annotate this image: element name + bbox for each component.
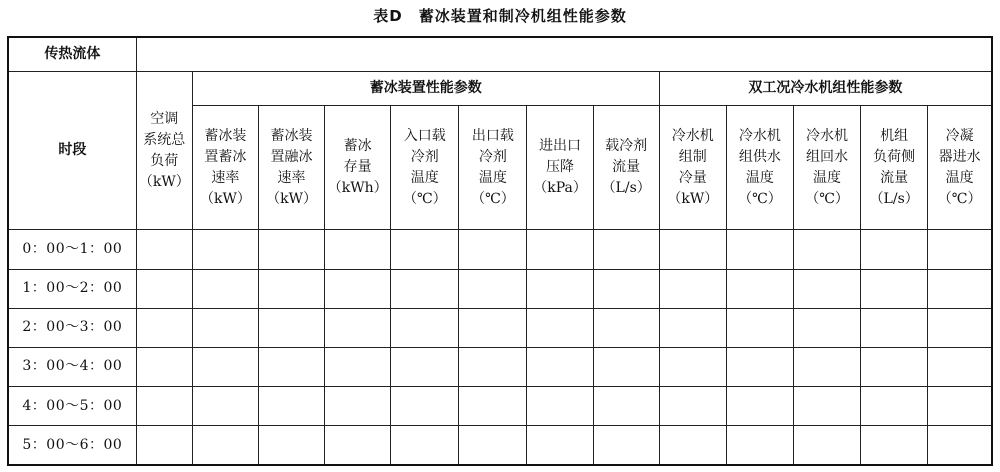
value-cell [391,426,459,465]
value-cell [258,269,324,308]
value-cell [527,347,593,386]
value-cell [527,230,593,269]
value-cell [459,230,527,269]
chiller-group-header: 双工况冷水机组性能参数 [659,71,992,105]
value-cell [861,269,928,308]
value-cell [861,230,928,269]
ice-col-header: 蓄冰装 置融冰 速率 （kW） [258,105,324,230]
table-row [8,230,992,269]
value-cell [659,308,726,347]
chiller-col-header: 冷水机 组制 冷量 （kW） [659,105,726,230]
time-period-cell: 0：00～1：00 [8,230,136,269]
value-cell [192,426,258,465]
total-load-header: 空调 系统总 负荷 （kW） [136,71,192,230]
value-cell [659,269,726,308]
value-cell [459,387,527,426]
value-cell [258,426,324,465]
value-cell [391,269,459,308]
performance-parameter-table [7,36,993,466]
value-cell [325,230,391,269]
value-cell [593,347,659,386]
value-cell [659,347,726,386]
value-cell [861,308,928,347]
value-cell [659,426,726,465]
value-cell [391,308,459,347]
time-period-cell: 4：00～5：00 [8,387,136,426]
ice-col-header: 出口载 冷剂 温度 （℃） [459,105,527,230]
value-cell [726,347,793,386]
value-cell [325,269,391,308]
value-cell [659,230,726,269]
time-period-cell: 5：00～6：00 [8,426,136,465]
value-cell [928,347,992,386]
value-cell [192,387,258,426]
table-row [8,387,992,426]
value-cell [793,387,860,426]
value-cell [726,269,793,308]
value-cell [793,308,860,347]
chiller-col-header: 冷凝 器进水 温度 （℃） [928,105,992,230]
value-cell [861,347,928,386]
value-cell [593,230,659,269]
value-cell [459,426,527,465]
ice-col-header: 蓄冰装 置蓄冰 速率 （kW） [192,105,258,230]
ice-group-header: 蓄冰装置性能参数 [192,71,659,105]
value-cell [258,387,324,426]
value-cell [325,308,391,347]
value-cell [593,269,659,308]
value-cell [793,347,860,386]
value-cell [136,387,192,426]
chiller-col-header: 冷水机 组回水 温度 （℃） [793,105,860,230]
fluid-label: 传热流体 [8,37,136,71]
value-cell [192,308,258,347]
value-cell [258,347,324,386]
value-cell [726,387,793,426]
value-cell [391,230,459,269]
value-cell [391,347,459,386]
ice-col-header: 载冷剂 流量 （L/s） [593,105,659,230]
value-cell [192,269,258,308]
value-cell [325,387,391,426]
value-cell [861,426,928,465]
value-cell [726,308,793,347]
value-cell [258,308,324,347]
value-cell [459,347,527,386]
table-row [8,269,992,308]
value-cell [136,426,192,465]
table-title: 表D 蓄冰装置和制冷机组性能参数 [373,7,627,25]
value-cell [136,347,192,386]
value-cell [593,387,659,426]
ice-col-header: 蓄冰 存量 （kWh） [325,105,391,230]
value-cell [325,347,391,386]
value-cell [527,426,593,465]
value-cell [928,230,992,269]
value-cell [325,426,391,465]
value-cell [726,230,793,269]
table-row [8,426,992,465]
fluid-value-cell [136,37,992,71]
value-cell [459,269,527,308]
chiller-col-header: 冷水机 组供水 温度 （℃） [726,105,793,230]
value-cell [793,426,860,465]
time-period-cell: 1：00～2：00 [8,269,136,308]
value-cell [258,230,324,269]
value-cell [527,387,593,426]
value-cell [928,387,992,426]
value-cell [459,308,527,347]
value-cell [527,269,593,308]
value-cell [192,347,258,386]
value-cell [928,269,992,308]
value-cell [192,230,258,269]
value-cell [136,269,192,308]
value-cell [593,308,659,347]
value-cell [136,308,192,347]
ice-col-header: 入口载 冷剂 温度 （℃） [391,105,459,230]
time-period-cell: 3：00～4：00 [8,347,136,386]
value-cell [659,387,726,426]
table-row [8,308,992,347]
table-row [8,347,992,386]
data-rows [8,230,992,465]
value-cell [726,426,793,465]
value-cell [793,269,860,308]
value-cell [527,308,593,347]
value-cell [861,387,928,426]
chiller-col-header: 机组 负荷侧 流量 （L/s） [861,105,928,230]
value-cell [928,308,992,347]
value-cell [391,387,459,426]
ice-col-header: 进出口 压降 （kPa） [527,105,593,230]
value-cell [136,230,192,269]
value-cell [593,426,659,465]
value-cell [793,230,860,269]
time-period-cell: 2：00～3：00 [8,308,136,347]
period-header: 时段 [8,71,136,230]
value-cell [928,426,992,465]
